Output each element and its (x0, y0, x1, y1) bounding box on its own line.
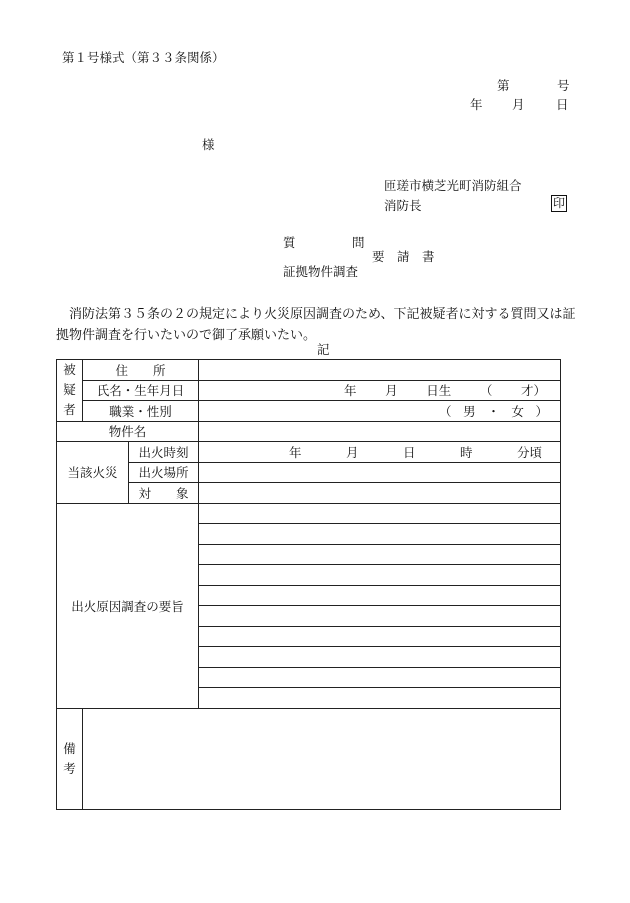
gist-line[interactable] (199, 688, 561, 709)
fire-month-label: 月 (346, 444, 359, 460)
target-field[interactable] (199, 483, 561, 504)
suspect-label (57, 360, 83, 422)
birth-month-label: 月 (385, 383, 398, 399)
item-name-field[interactable] (199, 421, 561, 442)
gist-line[interactable] (199, 647, 561, 668)
fire-hour-label: 時 (459, 444, 473, 460)
sex-male-option[interactable]: 男 (463, 403, 476, 419)
date-month-label: 月 (512, 97, 525, 112)
job-sex-field[interactable] (199, 401, 561, 422)
target-label: 対 象 (129, 483, 199, 504)
title-line1-a: 質 (283, 235, 296, 250)
gist-line[interactable] (199, 544, 561, 565)
seal-mark: 印 (552, 196, 565, 210)
fire-time-field[interactable] (199, 442, 561, 463)
sex-open-paren: （ (439, 403, 452, 419)
age-open-paren: （ (479, 383, 493, 399)
gist-line[interactable] (199, 667, 561, 688)
fire-place-label: 出火場所 (129, 462, 199, 483)
title-line3: 証拠物件調査 (283, 264, 359, 279)
request-form-table (56, 359, 561, 810)
title-line1-b: 問 (352, 235, 365, 250)
body-paragraph: 消防法第３５条の２の規定により火災原因調査のため、下記被疑者に対する質問又は証拠物件調査を行いたいので御了承願いたい。 (56, 307, 576, 343)
date-day-label: 日 (556, 97, 569, 112)
address-field[interactable] (199, 360, 561, 381)
remarks-field[interactable] (83, 708, 561, 809)
remarks-label (57, 708, 83, 809)
gist-line[interactable] (199, 626, 561, 647)
sex-female-option[interactable]: 女 (511, 403, 524, 419)
ki-heading: 記 (317, 342, 330, 357)
gist-line[interactable] (199, 503, 561, 524)
birth-day-label: 日生 (426, 383, 452, 399)
suspect-char: 者 (63, 402, 76, 418)
fire-place-field[interactable] (199, 462, 561, 483)
remarks-char: 考 (63, 760, 76, 776)
number-label-dai: 第 (497, 78, 510, 93)
fire-year-label: 年 (289, 444, 302, 460)
form-number: 第１号様式（第３３条関係） (62, 50, 225, 65)
number-label-go: 号 (557, 78, 570, 93)
sender-organization: 匝瑳市横芝光町消防組合 (384, 178, 522, 193)
job-sex-label: 職業・性別 (83, 401, 199, 422)
suspect-char: 疑 (63, 382, 76, 398)
gist-line[interactable] (199, 565, 561, 586)
gist-line[interactable] (199, 606, 561, 627)
gist-line[interactable] (199, 585, 561, 606)
fire-label: 当該火災 (57, 442, 129, 504)
title-line2: 要 請 書 (372, 249, 435, 264)
date-year-label: 年 (470, 97, 483, 112)
sender-title: 消防長 (384, 198, 422, 213)
gist-label: 出火原因調査の要旨 (57, 503, 199, 708)
fire-time-label: 出火時刻 (129, 442, 199, 463)
birth-year-label: 年 (344, 383, 357, 399)
item-name-label: 物件名 (57, 421, 199, 442)
name-birth-field[interactable] (199, 380, 561, 401)
suspect-char: 被 (63, 362, 76, 378)
remarks-char: 備 (63, 740, 76, 756)
address-label: 住 所 (83, 360, 199, 381)
fire-day-label: 日 (402, 444, 416, 460)
name-birth-label: 氏名・生年月日 (83, 380, 199, 401)
addressee-suffix: 様 (202, 137, 215, 152)
sex-separator: ・ (487, 403, 500, 419)
fire-minute-label: 分頃 (516, 444, 542, 460)
sex-close-paren: ） (535, 403, 548, 419)
gist-line[interactable] (199, 524, 561, 545)
age-label: 才） (520, 383, 546, 399)
